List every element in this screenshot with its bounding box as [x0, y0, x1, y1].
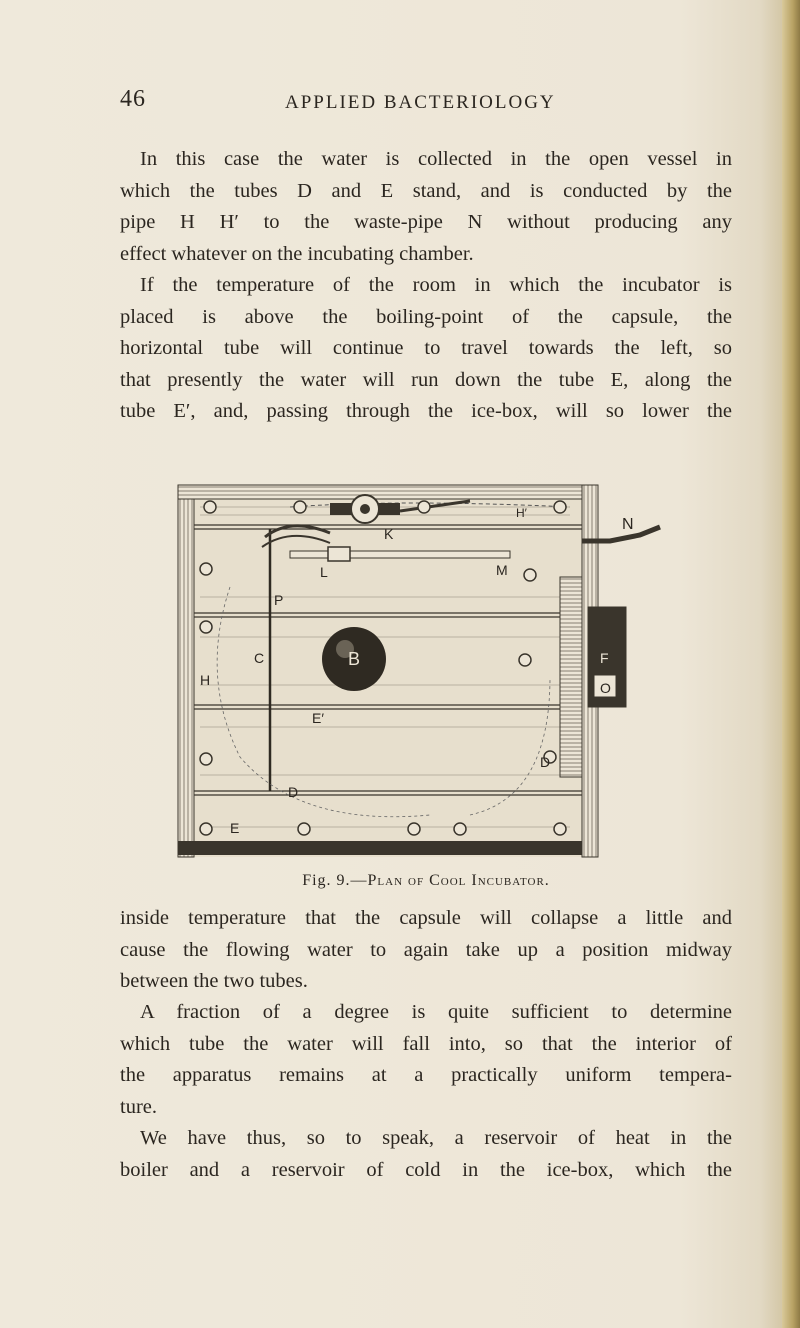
- label-e: E: [230, 820, 240, 836]
- page-number: 46: [120, 86, 146, 112]
- running-head: APPLIED BACTERIOLOGY: [285, 92, 556, 113]
- text-line: placed is above the boiling-point of the capsule, the: [120, 305, 732, 328]
- label-n: N: [622, 516, 634, 533]
- paragraph-1: [120, 144, 732, 270]
- text-line: If the temperature of the room in which the incubator is: [140, 274, 732, 296]
- capsule: [328, 547, 350, 561]
- ice-box-column: [560, 577, 582, 777]
- label-e-prime: E′: [312, 710, 324, 726]
- label-h: H: [200, 672, 211, 688]
- page-edge: [782, 0, 800, 1328]
- label-m: M: [496, 562, 508, 578]
- text-line: cause the flowing water to again take up a position midway: [120, 938, 732, 961]
- text-line: pipe H H′ to the waste-pipe N without producing any: [120, 211, 732, 233]
- label-b: B: [348, 649, 361, 669]
- bottom-wall: [178, 841, 598, 855]
- text-line: ture.: [120, 1095, 157, 1118]
- left-wall: [178, 485, 194, 857]
- paragraph-4: [120, 997, 732, 1123]
- label-d: D: [288, 784, 299, 800]
- paragraph-5: [120, 1123, 732, 1186]
- page-header: [120, 86, 730, 126]
- text-line: inside temperature that the capsule will collapse a little and: [120, 907, 732, 929]
- label-h-prime: H′: [516, 506, 527, 520]
- text-line: that presently the water will run down the tube E, along the: [120, 368, 732, 391]
- label-l: L: [320, 564, 328, 580]
- text-line: effect whatever on the incubating chamber.: [120, 242, 474, 265]
- text-line: In this case the water is collected in the open vessel in: [140, 148, 732, 170]
- top-wall: [178, 485, 598, 499]
- caption-title: Plan of Cool Incubator.: [367, 872, 550, 889]
- text-line: horizontal tube will continue to travel towards the left, so: [120, 337, 732, 359]
- label-d-right: D: [540, 754, 551, 770]
- label-k: K: [384, 526, 394, 542]
- paragraph-3: [120, 903, 732, 998]
- text-line: which the tubes D and E stand, and is conducted by the: [120, 179, 732, 202]
- horizontal-tube: [290, 551, 510, 558]
- caption-prefix: Fig. 9.—: [302, 872, 368, 889]
- text-line: boiler and a reservoir of cold in the ice-box, which the: [120, 1158, 732, 1181]
- paragraph-2: [120, 270, 732, 428]
- text-line: which tube the water will fall into, so that the interior of: [120, 1032, 732, 1055]
- label-p: P: [274, 592, 284, 608]
- text-line: We have thus, so to speak, a reservoir of heat in the: [140, 1127, 732, 1149]
- text-line: A fraction of a degree is quite sufficient to determine: [140, 1001, 732, 1023]
- text-line: the apparatus remains at a practically uniform tempera-: [120, 1064, 732, 1086]
- text-line: between the two tubes.: [120, 970, 308, 992]
- label-o: O: [600, 680, 611, 696]
- label-f: F: [600, 650, 609, 666]
- label-c: C: [254, 650, 265, 666]
- figure-caption: [120, 872, 732, 890]
- gear-hub: [360, 504, 370, 514]
- incubator-plan-figure: [170, 477, 634, 857]
- text-line: tube E′, and, passing through the ice-box, will so lower the: [120, 400, 732, 422]
